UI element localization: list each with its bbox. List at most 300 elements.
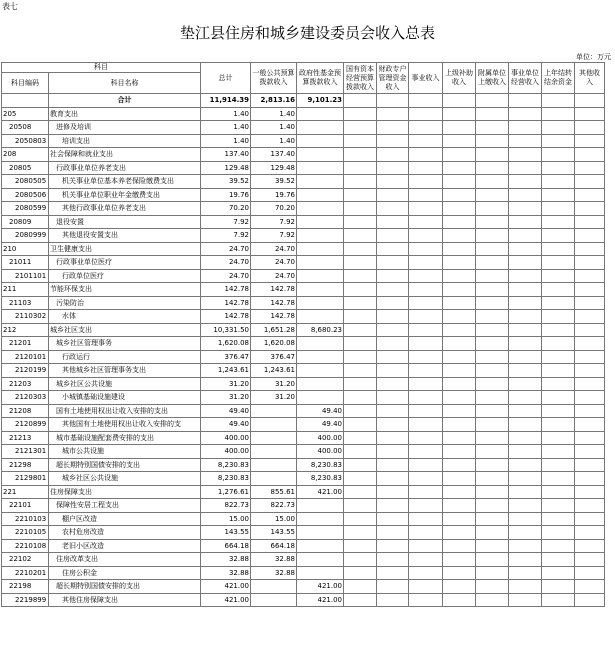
empty-cell — [575, 229, 605, 243]
row-fund — [297, 188, 344, 202]
row-name: 住房公积金 — [49, 566, 201, 580]
empty-cell — [443, 188, 476, 202]
empty-cell — [509, 485, 542, 499]
empty-cell — [409, 445, 443, 459]
row-total: 822.73 — [201, 499, 251, 513]
row-general: 24.70 — [251, 242, 297, 256]
empty-cell — [409, 242, 443, 256]
empty-cell — [377, 431, 409, 445]
row-name: 社会保障和就业支出 — [49, 148, 201, 162]
row-code: 20508 — [2, 121, 49, 135]
empty-cell — [575, 350, 605, 364]
empty-cell — [409, 553, 443, 567]
empty-cell — [509, 418, 542, 432]
row-general: 7.92 — [251, 215, 297, 229]
empty-cell — [509, 161, 542, 175]
empty-cell — [443, 337, 476, 351]
empty-cell — [509, 472, 542, 486]
empty-cell — [344, 431, 377, 445]
empty-cell — [575, 161, 605, 175]
total-label: 合计 — [49, 94, 201, 108]
empty-cell — [409, 269, 443, 283]
empty-cell — [509, 296, 542, 310]
row-code: 208 — [2, 148, 49, 162]
row-name: 城乡社区公共设施 — [49, 377, 201, 391]
empty-cell — [575, 175, 605, 189]
empty-cell — [377, 391, 409, 405]
empty-cell — [542, 337, 575, 351]
row-code: 211 — [2, 283, 49, 297]
empty-cell — [409, 256, 443, 270]
empty-cell — [509, 458, 542, 472]
row-name: 行政单位医疗 — [49, 269, 201, 283]
row-total: 664.18 — [201, 539, 251, 553]
row-name: 机关事业单位职业年金缴费支出 — [49, 188, 201, 202]
empty-cell — [344, 121, 377, 135]
empty-cell — [542, 350, 575, 364]
row-name: 保障性安居工程支出 — [49, 499, 201, 513]
empty-cell — [443, 310, 476, 324]
empty-cell — [575, 404, 605, 418]
empty-cell — [409, 566, 443, 580]
empty-cell — [476, 431, 509, 445]
empty-cell — [542, 377, 575, 391]
empty-cell — [344, 323, 377, 337]
empty-cell — [476, 188, 509, 202]
empty-cell — [344, 134, 377, 148]
row-total: 421.00 — [201, 580, 251, 594]
empty-cell — [476, 283, 509, 297]
empty-cell — [476, 337, 509, 351]
empty-cell — [575, 377, 605, 391]
row-fund — [297, 175, 344, 189]
empty-cell — [476, 215, 509, 229]
row-name: 行政事业单位医疗 — [49, 256, 201, 270]
empty-cell — [542, 391, 575, 405]
empty-cell — [443, 553, 476, 567]
empty-cell — [509, 539, 542, 553]
empty-cell — [377, 512, 409, 526]
empty-cell — [443, 296, 476, 310]
row-code: 2101101 — [2, 269, 49, 283]
empty-cell — [575, 256, 605, 270]
empty-cell — [443, 215, 476, 229]
empty-cell — [542, 472, 575, 486]
empty-cell — [476, 134, 509, 148]
empty-cell — [542, 485, 575, 499]
row-general — [251, 458, 297, 472]
empty-cell — [509, 107, 542, 121]
empty-cell — [409, 391, 443, 405]
empty-cell — [575, 539, 605, 553]
row-total: 8,230.83 — [201, 458, 251, 472]
empty-cell — [377, 283, 409, 297]
table-row — [2, 188, 605, 202]
row-name: 行政事业单位养老支出 — [49, 161, 201, 175]
row-name: 其他国有土地使用权出让收入安排的支 — [49, 418, 201, 432]
empty-cell — [377, 175, 409, 189]
empty-cell — [509, 215, 542, 229]
row-total: 1.40 — [201, 134, 251, 148]
row-total: 10,331.50 — [201, 323, 251, 337]
row-code: 2110302 — [2, 310, 49, 324]
table-row — [2, 229, 605, 243]
empty-cell — [542, 269, 575, 283]
row-fund: 49.40 — [297, 404, 344, 418]
col-header-carryover: 上年结转结余资金 — [542, 63, 575, 94]
row-general: 664.18 — [251, 539, 297, 553]
empty-cell — [509, 121, 542, 135]
empty-cell — [377, 485, 409, 499]
empty-cell — [344, 337, 377, 351]
table-row — [2, 404, 605, 418]
empty-cell — [575, 310, 605, 324]
empty-cell — [409, 283, 443, 297]
table-row — [2, 175, 605, 189]
empty-cell — [542, 539, 575, 553]
empty-cell — [542, 107, 575, 121]
empty-cell — [476, 229, 509, 243]
row-total: 142.78 — [201, 283, 251, 297]
empty-cell — [509, 526, 542, 540]
table-row — [2, 337, 605, 351]
empty-cell — [344, 242, 377, 256]
table-row — [2, 512, 605, 526]
empty-cell — [377, 202, 409, 216]
empty-cell — [476, 485, 509, 499]
empty-cell — [443, 283, 476, 297]
row-fund — [297, 296, 344, 310]
empty-cell — [409, 512, 443, 526]
empty-cell — [443, 269, 476, 283]
empty-cell — [443, 431, 476, 445]
empty-cell — [377, 310, 409, 324]
empty-cell — [409, 202, 443, 216]
empty-cell — [542, 121, 575, 135]
empty-cell — [476, 512, 509, 526]
empty-cell — [344, 472, 377, 486]
empty-cell — [575, 593, 605, 607]
empty-cell — [377, 121, 409, 135]
row-fund — [297, 512, 344, 526]
row-general: 129.48 — [251, 161, 297, 175]
empty-cell — [476, 593, 509, 607]
empty-cell — [542, 229, 575, 243]
empty-cell — [509, 445, 542, 459]
row-fund — [297, 310, 344, 324]
table-row — [2, 566, 605, 580]
empty-cell — [409, 472, 443, 486]
empty-cell — [476, 323, 509, 337]
empty-cell — [377, 593, 409, 607]
empty-cell — [409, 337, 443, 351]
row-general: 1,243.61 — [251, 364, 297, 378]
col-header-state-capital: 国有资本经营预算拨款收入 — [344, 63, 377, 94]
row-name: 培训支出 — [49, 134, 201, 148]
row-fund: 421.00 — [297, 593, 344, 607]
empty-cell — [509, 377, 542, 391]
empty-cell — [443, 566, 476, 580]
empty-cell — [409, 148, 443, 162]
row-fund — [297, 539, 344, 553]
empty-cell — [476, 175, 509, 189]
row-name: 国有土地使用权出让收入安排的支出 — [49, 404, 201, 418]
empty-cell — [509, 175, 542, 189]
empty-cell — [377, 404, 409, 418]
empty-cell — [344, 499, 377, 513]
empty-cell — [409, 431, 443, 445]
empty-cell — [409, 350, 443, 364]
row-total: 400.00 — [201, 445, 251, 459]
row-code: 21213 — [2, 431, 49, 445]
empty-cell — [344, 202, 377, 216]
empty-cell — [542, 215, 575, 229]
empty-cell — [409, 310, 443, 324]
row-fund — [297, 134, 344, 148]
row-fund — [297, 350, 344, 364]
empty-cell — [443, 593, 476, 607]
empty-cell — [575, 391, 605, 405]
empty-cell — [344, 404, 377, 418]
empty-cell — [377, 161, 409, 175]
empty-cell — [344, 553, 377, 567]
empty-cell — [476, 202, 509, 216]
row-fund — [297, 553, 344, 567]
empty-cell — [509, 134, 542, 148]
empty-cell — [575, 512, 605, 526]
total-general: 2,813.16 — [251, 94, 297, 108]
empty-cell — [377, 526, 409, 540]
empty-cell — [409, 499, 443, 513]
empty-cell — [542, 418, 575, 432]
empty-cell — [476, 310, 509, 324]
empty-cell — [344, 580, 377, 594]
empty-cell — [509, 431, 542, 445]
empty-cell — [575, 215, 605, 229]
row-general: 1,620.08 — [251, 337, 297, 351]
row-code: 21208 — [2, 404, 49, 418]
table-row — [2, 391, 605, 405]
empty-cell — [542, 323, 575, 337]
row-fund: 421.00 — [297, 485, 344, 499]
empty-cell — [377, 377, 409, 391]
empty-cell — [409, 215, 443, 229]
empty-cell — [509, 512, 542, 526]
empty-cell — [377, 499, 409, 513]
empty-cell — [509, 391, 542, 405]
row-total: 1,243.61 — [201, 364, 251, 378]
empty-cell — [344, 161, 377, 175]
empty-cell — [575, 418, 605, 432]
empty-cell — [443, 364, 476, 378]
empty-cell — [344, 296, 377, 310]
empty-cell — [542, 431, 575, 445]
row-code: 2080505 — [2, 175, 49, 189]
table-row — [2, 148, 605, 162]
row-code: 22198 — [2, 580, 49, 594]
row-general — [251, 580, 297, 594]
empty-cell — [344, 175, 377, 189]
row-total: 8,230.83 — [201, 472, 251, 486]
empty-cell — [575, 566, 605, 580]
row-total: 70.20 — [201, 202, 251, 216]
empty-cell — [409, 377, 443, 391]
row-total: 1.40 — [201, 107, 251, 121]
row-code: 210 — [2, 242, 49, 256]
row-total: 32.88 — [201, 553, 251, 567]
empty-cell — [476, 526, 509, 540]
empty-cell — [409, 175, 443, 189]
row-fund — [297, 526, 344, 540]
empty-cell — [509, 553, 542, 567]
row-fund — [297, 242, 344, 256]
row-total: 143.55 — [201, 526, 251, 540]
empty-cell — [409, 188, 443, 202]
row-name: 住房保障支出 — [49, 485, 201, 499]
empty-cell — [377, 539, 409, 553]
empty-cell — [377, 445, 409, 459]
empty-cell — [575, 431, 605, 445]
income-summary-table — [1, 62, 605, 607]
empty-cell — [509, 283, 542, 297]
empty-cell — [344, 526, 377, 540]
empty-cell — [344, 215, 377, 229]
row-total: 421.00 — [201, 593, 251, 607]
empty-cell — [542, 593, 575, 607]
row-general: 142.78 — [251, 310, 297, 324]
empty-cell — [509, 269, 542, 283]
empty-cell — [509, 580, 542, 594]
row-total: 7.92 — [201, 215, 251, 229]
row-name: 城乡社区支出 — [49, 323, 201, 337]
row-fund — [297, 256, 344, 270]
empty-cell — [476, 242, 509, 256]
empty-cell — [542, 202, 575, 216]
row-code: 2121301 — [2, 445, 49, 459]
empty-cell — [542, 161, 575, 175]
row-name: 城市公共设施 — [49, 445, 201, 459]
empty-cell — [542, 364, 575, 378]
empty-cell — [575, 445, 605, 459]
empty-cell — [443, 134, 476, 148]
empty-cell — [344, 418, 377, 432]
row-total: 49.40 — [201, 404, 251, 418]
row-general — [251, 445, 297, 459]
empty-cell — [509, 499, 542, 513]
row-name: 住房改革支出 — [49, 553, 201, 567]
row-fund — [297, 364, 344, 378]
row-name: 进修及培训 — [49, 121, 201, 135]
row-code: 2050803 — [2, 134, 49, 148]
empty-cell — [344, 310, 377, 324]
row-name: 其他住房保障支出 — [49, 593, 201, 607]
row-code: 2210103 — [2, 512, 49, 526]
empty-cell — [476, 566, 509, 580]
empty-cell — [509, 404, 542, 418]
row-fund — [297, 499, 344, 513]
empty-cell — [542, 283, 575, 297]
empty-cell — [443, 161, 476, 175]
empty-cell — [344, 148, 377, 162]
row-total: 24.70 — [201, 242, 251, 256]
row-name: 水体 — [49, 310, 201, 324]
empty-cell — [476, 269, 509, 283]
table-row — [2, 593, 605, 607]
row-total: 1,620.08 — [201, 337, 251, 351]
row-code: 20805 — [2, 161, 49, 175]
row-code: 2219899 — [2, 593, 49, 607]
row-general — [251, 418, 297, 432]
empty-cell — [409, 404, 443, 418]
row-general: 15.00 — [251, 512, 297, 526]
empty-cell — [575, 134, 605, 148]
empty-cell — [443, 539, 476, 553]
empty-cell — [575, 269, 605, 283]
empty-cell — [575, 283, 605, 297]
row-general: 7.92 — [251, 229, 297, 243]
col-header-business: 事业收入 — [409, 63, 443, 94]
empty-cell — [575, 107, 605, 121]
row-general: 39.52 — [251, 175, 297, 189]
empty-cell — [476, 148, 509, 162]
subject-header: 科目 — [2, 63, 201, 73]
row-code: 212 — [2, 323, 49, 337]
row-code: 22102 — [2, 553, 49, 567]
row-general: 142.78 — [251, 296, 297, 310]
empty-cell — [344, 539, 377, 553]
row-fund: 400.00 — [297, 445, 344, 459]
row-fund: 8,680.23 — [297, 323, 344, 337]
empty-cell — [476, 458, 509, 472]
table-row — [2, 526, 605, 540]
empty-cell — [409, 229, 443, 243]
col-header-other: 其他收入 — [575, 63, 605, 94]
empty-cell — [476, 418, 509, 432]
empty-cell — [542, 580, 575, 594]
sheet-label: 表七 — [2, 2, 18, 11]
empty-cell — [575, 337, 605, 351]
unit-label: 单位：万元 — [576, 53, 611, 61]
table-row — [2, 539, 605, 553]
empty-cell — [443, 499, 476, 513]
empty-cell — [409, 296, 443, 310]
row-name: 城乡社区管理事务 — [49, 337, 201, 351]
empty-cell — [344, 188, 377, 202]
row-code: 22101 — [2, 499, 49, 513]
row-fund — [297, 107, 344, 121]
row-total: 1,276.61 — [201, 485, 251, 499]
row-fund — [297, 566, 344, 580]
empty-cell — [575, 188, 605, 202]
row-code: 205 — [2, 107, 49, 121]
empty-cell — [509, 593, 542, 607]
table-row — [2, 377, 605, 391]
row-fund — [297, 148, 344, 162]
row-general: 32.88 — [251, 566, 297, 580]
row-total: 24.70 — [201, 269, 251, 283]
col-header-fund: 政府性基金预算拨款收入 — [297, 63, 344, 94]
code-header: 科目编码 — [2, 73, 49, 94]
empty-cell — [377, 134, 409, 148]
empty-cell — [443, 242, 476, 256]
empty-cell — [509, 310, 542, 324]
empty-cell — [344, 229, 377, 243]
empty-cell — [344, 350, 377, 364]
row-fund: 400.00 — [297, 431, 344, 445]
empty-cell — [409, 593, 443, 607]
empty-cell — [409, 134, 443, 148]
row-code: 21203 — [2, 377, 49, 391]
